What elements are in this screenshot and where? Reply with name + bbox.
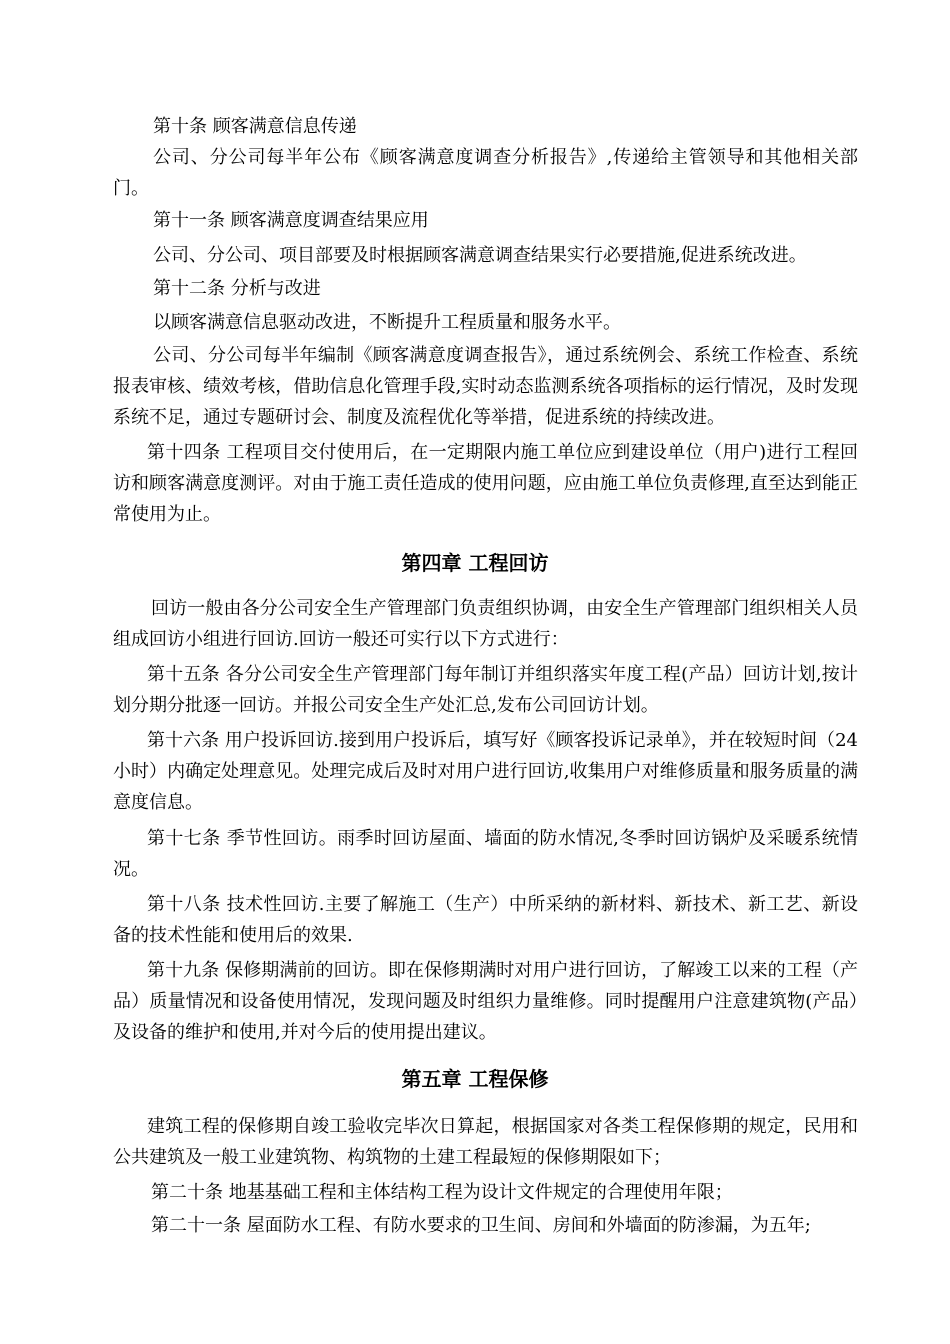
article-10-title: 第十条 顾客满意信息传递 <box>153 116 357 137</box>
article-12-title: 第十二条 分析与改进 <box>153 278 321 299</box>
article-18: 第十八条 技术性回访.主要了解施工（生产）中所采纳的新材料、新技术、新工艺、新设备的技术性能和使用后的效果. <box>113 894 858 946</box>
chapter-5-heading: 第五章 工程保修 <box>401 1067 549 1091</box>
article-21: 第二十一条 屋面防水工程、有防水要求的卫生间、房间和外墙面的防渗漏，为五年; <box>151 1215 811 1236</box>
article-12-body-2: 公司、分公司每半年编制《顾客满意度调查报告》，通过系统例会、系统工作检查、系统报表审核、绩效考核，借助信息化管理手段,实时动态监测系统各项指标的运行情况，及时发现系统不足，通过专题研讨会、制度及流程优化等举措，促进系统的持续改进。 <box>113 345 858 428</box>
article-14: 第十四条 工程项目交付使用后，在一定期限内施工单位应到建设单位（用户)进行工程回访和顾客满意度测评。对由于施工责任造成的使用问题，应由施工单位负责修理,直至达到能正常使用为止。 <box>113 442 858 525</box>
chapter-4-intro: 回访一般由各分公司安全生产管理部门负责组织协调，由安全生产管理部门组织相关人员组成回访小组进行回访.回访一般还可实行以下方式进行： <box>113 598 858 650</box>
article-16: 第十六条 用户投诉回访.接到用户投诉后，填写好《顾客投诉记录单》，并在较短时间（24 小时）内确定处理意见。处理完成后及时对用户进行回访,收集用户对维修质量和服务质量的满意度信息。 <box>113 730 864 813</box>
article-19: 第十九条 保修期满前的回访。即在保修期满时对用户进行回访，了解竣工以来的工程（产品）质量情况和设备使用情况，发现问题及时组织力量维修。同时提醒用户注意建筑物(产品）及设备的维护和使用,并对今后的使用提出建议。 <box>113 960 858 1043</box>
article-15: 第十五条 各分公司安全生产管理部门每年制订并组织落实年度工程(产品）回访计划,按计划分期分批逐一回访。并报公司安全生产处汇总,发布公司回访计划。 <box>113 664 858 716</box>
article-11-body: 公司、分公司、项目部要及时根据顾客满意调查结果实行必要措施,促进系统改进。 <box>153 245 807 266</box>
article-20: 第二十条 地基基础工程和主体结构工程为设计文件规定的合理使用年限； <box>151 1182 733 1203</box>
article-17: 第十七条 季节性回访。雨季时回访屋面、墙面的防水情况,冬季时回访锅炉及采暖系统情况。 <box>113 828 858 880</box>
article-10-body: 公司、分公司每半年公布《顾客满意度调查分析报告》,传递给主管领导和其他相关部门。 <box>113 147 858 199</box>
article-12-body-1: 以顾客满意信息驱动改进，不断提升工程质量和服务水平。 <box>153 312 621 333</box>
article-11-title: 第十一条 顾客满意度调查结果应用 <box>153 210 429 231</box>
chapter-4-heading: 第四章 工程回访 <box>401 551 549 575</box>
chapter-5-intro: 建筑工程的保修期自竣工验收完毕次日算起，根据国家对各类工程保修期的规定，民用和公共建筑及一般工业建筑物、构筑物的土建工程最短的保修期限如下； <box>113 1116 858 1168</box>
